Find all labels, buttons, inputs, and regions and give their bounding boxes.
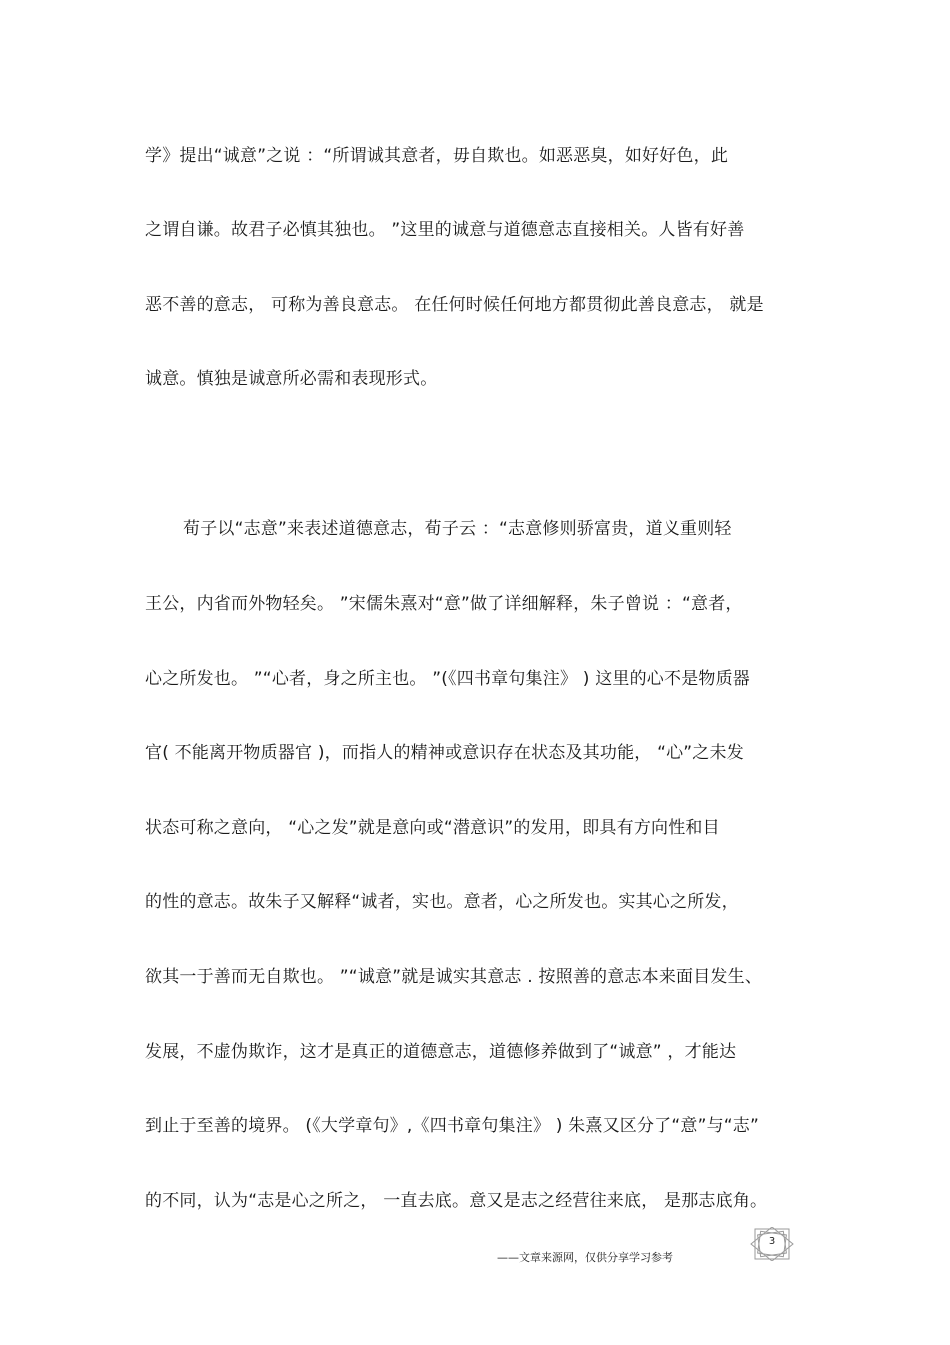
text-line: 发展，不虚伪欺诈，这才是真正的道德意志，道德修养做到了“诚意” ，才能达	[145, 1042, 737, 1062]
paragraph-first-line: 荀子以“志意”来表述道德意志，荀子云 ：“志意修则骄富贵，道义重则轻	[183, 519, 732, 539]
text-line: 诚意。慎独是诚意所必需和表现形式。	[145, 369, 438, 389]
text-line: 欲其一于善而无自欺也。 ”“诚意”就是诚实其意志 . 按照善的意志本来面目发生、	[145, 967, 763, 987]
text-line: 到止于至善的境界。 (《大学章句》,《四书章句集注》 ) 朱熹又区分了“意”与“志”	[145, 1116, 760, 1136]
text-line: 官( 不能离开物质器官 )，而指人的精神或意识存在状态及其功能， “心”之未发	[145, 743, 744, 763]
text-line: 之谓自谦。故君子必慎其独也。 ”这里的诚意与道德意志直接相关。人皆有好善	[145, 220, 745, 240]
footer-note: ——文章来源网，仅供分享学习参考	[497, 1251, 673, 1264]
text-line: 王公，内省而外物轻矣。 ”宋儒朱熹对“意”做了详细解释，朱子曾说 ：“意者，	[145, 594, 743, 614]
text-line: 的性的意志。故朱子又解释“诚者，实也。意者，心之所发也。实其心之所发，	[145, 892, 739, 912]
text-line: 心之所发也。 ”“心者，身之所主也。 ”(《四书章句集注》 ) 这里的心不是物质器	[145, 669, 750, 689]
text-line: 的不同，认为“志是心之所之， 一直去底。意又是志之经营往来底， 是那志底角。	[145, 1191, 768, 1211]
text-line: 学》提出“诚意”之说 ：“所谓诚其意者，毋自欺也。如恶恶臭，如好好色，此	[145, 146, 729, 166]
text-line: 状态可称之意向， “心之发”就是意向或“潜意识”的发用，即具有方向性和目	[145, 818, 720, 838]
page-number-badge	[749, 1227, 795, 1261]
page-number: 3	[768, 1236, 776, 1247]
text-line: 恶不善的意志， 可称为善良意志。 在任何时候任何地方都贯彻此善良意志， 就是	[145, 295, 764, 315]
